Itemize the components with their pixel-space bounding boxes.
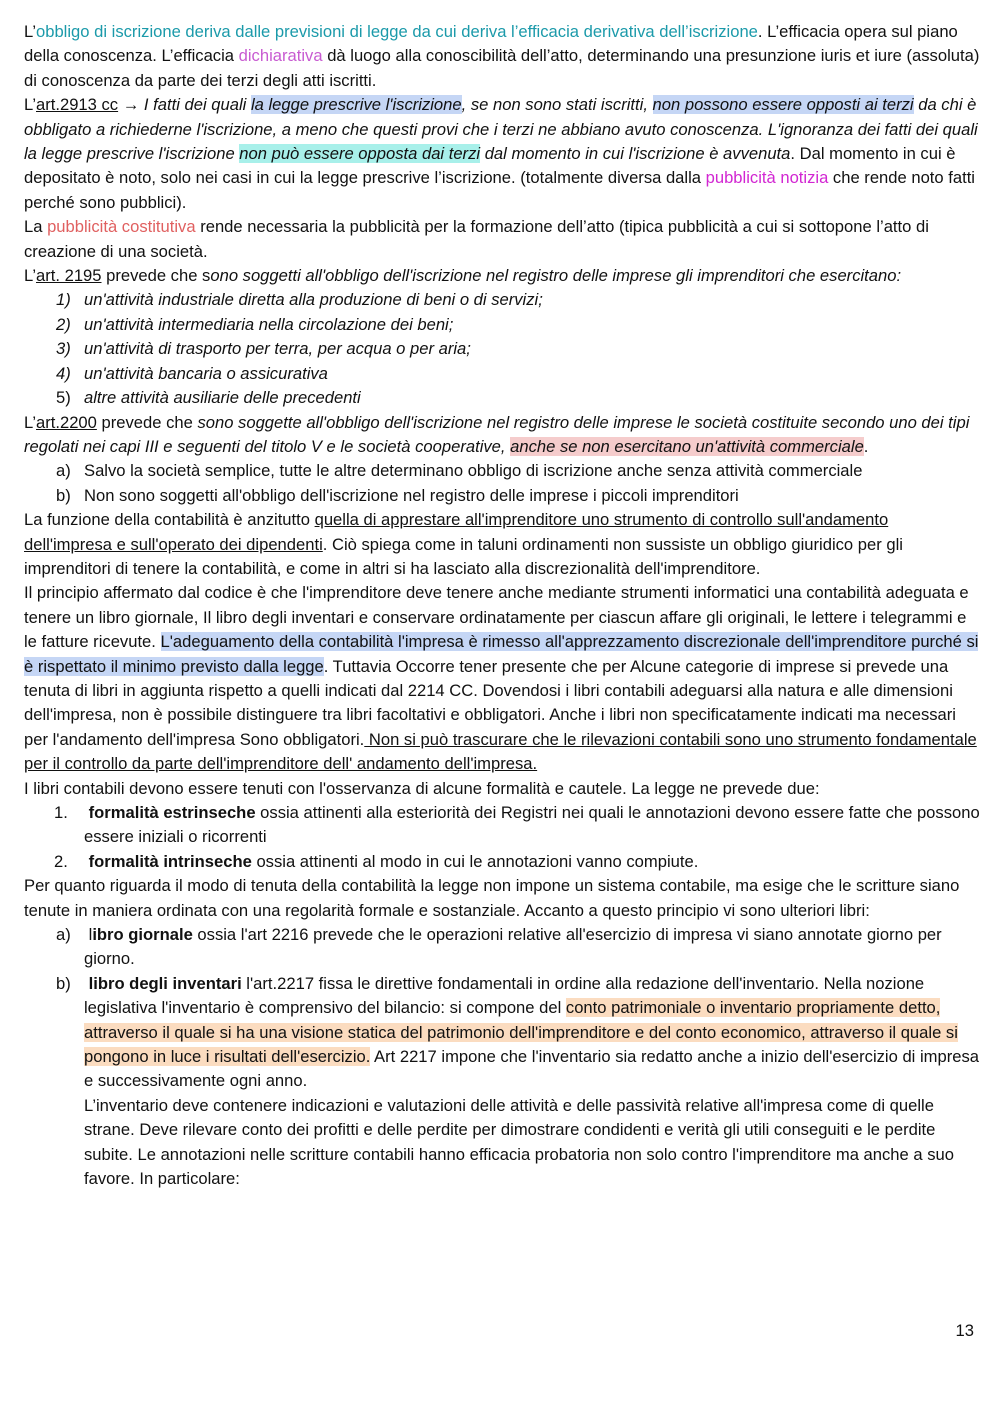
paragraph-efficacia: L’obbligo di iscrizione deriva dalle previsioni di legge da cui deriva l’efficacia derivativa dell’iscrizione. L’efficacia opera sul piano della conoscenza. L’efficacia dichiarativa dà luogo alla conoscibilità dell’atto, determinando una presunzione iuris et iure (assoluta) di conoscenza da parte dei terzi degli atti iscritti.	[24, 22, 980, 90]
paragraph-libri-contabili: I libri contabili devono essere tenuti con l'osservanza di alcune formalità e cautele. La legge ne prevede due:	[24, 778, 820, 798]
paragraph-art-2200: L’art.2200 prevede che sono soggette all'obbligo dell'iscrizione nel registro delle imprese le società costituite secondo uno dei tipi regolati nei capi III e seguenti del titolo V e le società cooperative, anche se non esercitano un'attività commerciale.	[24, 412, 970, 456]
highlight-blue: L'adeguamento della contabilità l'impresa è rimesso all'apprezzamento discrezionale dell'imprenditore purché si è rispettato il minimo previsto dalla legge	[24, 632, 979, 676]
page-content	[24, 20, 980, 1192]
lettered-list-libri	[24, 923, 980, 1191]
red-term: pubblicità costitutiva	[47, 217, 196, 237]
highlight-pink: anche se non esercitano un'attività commerciale	[510, 436, 864, 456]
numbered-list-activities	[24, 288, 980, 410]
highlight-blue: la legge prescrive l'iscrizione	[250, 95, 462, 115]
list-item: b) Non sono soggetti all'obbligo dell'iscrizione nel registro delle imprese i piccoli imprenditori	[56, 485, 739, 505]
paragraph-funzione-contabilita: La funzione della contabilità è anzitutto quella di apprestare all'imprenditore uno strumento di controllo sull'andamento dell'impresa e sull'operato dei dipendenti. Ciò spiega come in taluni ordinamenti non sussiste un obbligo giuridico per gli imprenditori di tenere la contabilità, e come in altri si ha lasciato alla discrezionalità dell'imprenditore.	[24, 510, 903, 578]
article-reference: art.2913 cc	[36, 95, 119, 115]
list-item: 1. formalità estrinseche ossia attinenti alla esteriorità dei Registri nei quali le annotazioni devono essere fatte che possono essere iniziali o ricorrenti	[54, 803, 980, 847]
underlined-text: quella di apprestare all'imprenditore uno strumento di controllo sull'andamento dell'impresa e sull'operato dei dipendenti	[24, 510, 889, 554]
paragraph-art-2913: L’art.2913 cc → I fatti dei quali la legge prescrive l'iscrizione, se non sono stati iscritti, non possono essere opposti ai terzi da chi è obbligato a richiederne l'iscrizione, a meno che questi provi che i terzi ne abbiano avuto conoscenza. L'ignoranza dei fatti dei quali la legge prescrive l'iscrizione non può essere opposta dai terzi dal momento in cui l'iscrizione è avvenuta. Dal momento in cui è depositato è noto, solo nei casi in cui la legge prescrive l’iscrizione. (totalmente diversa dalla pubblicità notizia che rende noto fatti perché sono pubblici).	[24, 95, 978, 212]
page-number: 13	[955, 1321, 974, 1340]
highlight-orange: conto patrimoniale o inventario propriamente detto, attraverso il quale si ha una visione statica del patrimonio dell'imprenditore e del conto economico, attraverso il quale si pongono in luce i risultati dell'esercizio.	[84, 998, 958, 1067]
list-item: 5) altre attività ausiliarie delle precedenti	[56, 388, 361, 408]
highlight-blue: non possono essere opposti ai terzi	[652, 95, 914, 115]
list-item: 1) un'attività industriale diretta alla produzione di beni o di servizi;	[56, 290, 543, 310]
list-item: b) libro degli inventari l'art.2217 fissa le direttive fondamentali in ordine alla redazione dell'inventario. Nella nozione legislativa l'inventario è comprensivo del bilancio: si compone del conto patrimoniale o inventario propriamente detto, attraverso il quale si ha una visione statica del patrimonio dell'imprenditore e del conto economico, attraverso il quale si pongono in luce i risultati dell'esercizio. Art 2217 impone che l'inventario sia redatto anche a inizio dell'esercizio di impresa e successivamente ogni anno. L’inventario deve contenere indicazioni e valutazioni delle attività e delle passività relative all'impresa come di quelle strane. Deve rilevare conto dei profitti e delle perdite per dimostrare condidenti e verità gli utili conseguiti e le perdite subite. Le annotazioni nelle scritture contabili hanno efficacia probatoria non solo contro l'imprenditore ma anche a suo favore. In particolare:	[24, 972, 980, 1192]
list-item: a) libro giornale ossia l'art 2216 prevede che le operazioni relative all'esercizio di impresa vi siano annotate giorno per giorno.	[56, 925, 942, 969]
list-item: 3) un'attività di trasporto per terra, per acqua o per aria;	[56, 339, 471, 359]
purple-term: dichiarativa	[238, 46, 323, 66]
highlight-cyan: non può essere opposta dai terzi	[239, 144, 481, 164]
numbered-list-formalita	[24, 801, 980, 874]
list-item: a) Salvo la società semplice, tutte le altre determinano obbligo di iscrizione anche senza attività commerciale	[56, 461, 863, 481]
list-item: 2) un'attività intermediaria nella circolazione dei beni;	[56, 314, 454, 334]
teal-text: obbligo di iscrizione deriva dalle previsioni di legge da cui deriva l’efficacia derivativa dell’iscrizione	[36, 22, 758, 41]
paragraph-principio: Il principio affermato dal codice è che l'imprenditore deve tenere anche mediante strumenti informatici una contabilità adeguata e tenere un libro giornale, Il libro degli inventari e conservare ordinatamente per ciascun affare gli originali, le lettere i telegrammi e le fatture ricevute. L'adeguamento della contabilità l'impresa è rimesso all'apprezzamento discrezionale dell'imprenditore purché si è rispettato il minimo previsto dalla legge. Tuttavia Occorre tener presente che per Alcune categorie di imprese si prevede una tenuta di libri in aggiunta rispetto a quelli indicati dal 2214 CC. Dovendosi i libri contabili adeguarsi alla natura e alle dimensioni dell'impresa, non è possibile distinguere tra libri facoltativi e obbligatori. Anche i libri non specificatamente indicati ma necessari per l'andamento dell'impresa Sono obbligatori. Non si può trascurare che le rilevazioni contabili sono uno strumento fondamentale per il controllo da parte dell'imprenditore dell' andamento dell'impresa.	[24, 583, 979, 774]
magenta-term: pubblicità notizia	[705, 168, 829, 188]
article-reference: art. 2195	[36, 266, 102, 286]
paragraph-pubblicita-costitutiva: La pubblicità costitutiva rende necessaria la pubblicità per la formazione dell’atto (tipica pubblicità a cui si sottopone l’atto di creazione di una società.	[24, 217, 929, 261]
paragraph-art-2195: L’art. 2195 prevede che sono soggetti all'obbligo dell'iscrizione nel registro delle imprese gli imprenditori che esercitano:	[24, 266, 902, 286]
list-item: 2. formalità intrinseche ossia attinenti al modo in cui le annotazioni vanno compiute.	[54, 851, 699, 871]
list-item: 4) un'attività bancaria o assicurativa	[56, 363, 328, 383]
list-item-continuation: L’inventario deve contenere indicazioni e valutazioni delle attività e delle passività relative all'impresa come di quelle strane. Deve rilevare conto dei profitti e delle perdite per dimostrare condidenti e verità gli utili conseguiti e le perdite subite. Le annotazioni nelle scritture contabili hanno efficacia probatoria non solo contro l'imprenditore ma anche a suo favore. In particolare:	[84, 1095, 954, 1189]
lettered-list-societa	[24, 459, 980, 508]
paragraph-tenuta: Per quanto riguarda il modo di tenuta della contabilità la legge non impone un sistema contabile, ma esige che le scritture siano tenute in maniera ordinata con una regolarità formale e sostanziale. Accanto a questo principio vi sono ulteriori libri:	[24, 876, 960, 920]
article-reference: art.2200	[36, 412, 97, 432]
underlined-text: Non si può trascurare che le rilevazioni contabili sono uno strumento fondamentale per il controllo da parte dell'imprenditore dell' andamento dell'impresa.	[24, 729, 977, 774]
